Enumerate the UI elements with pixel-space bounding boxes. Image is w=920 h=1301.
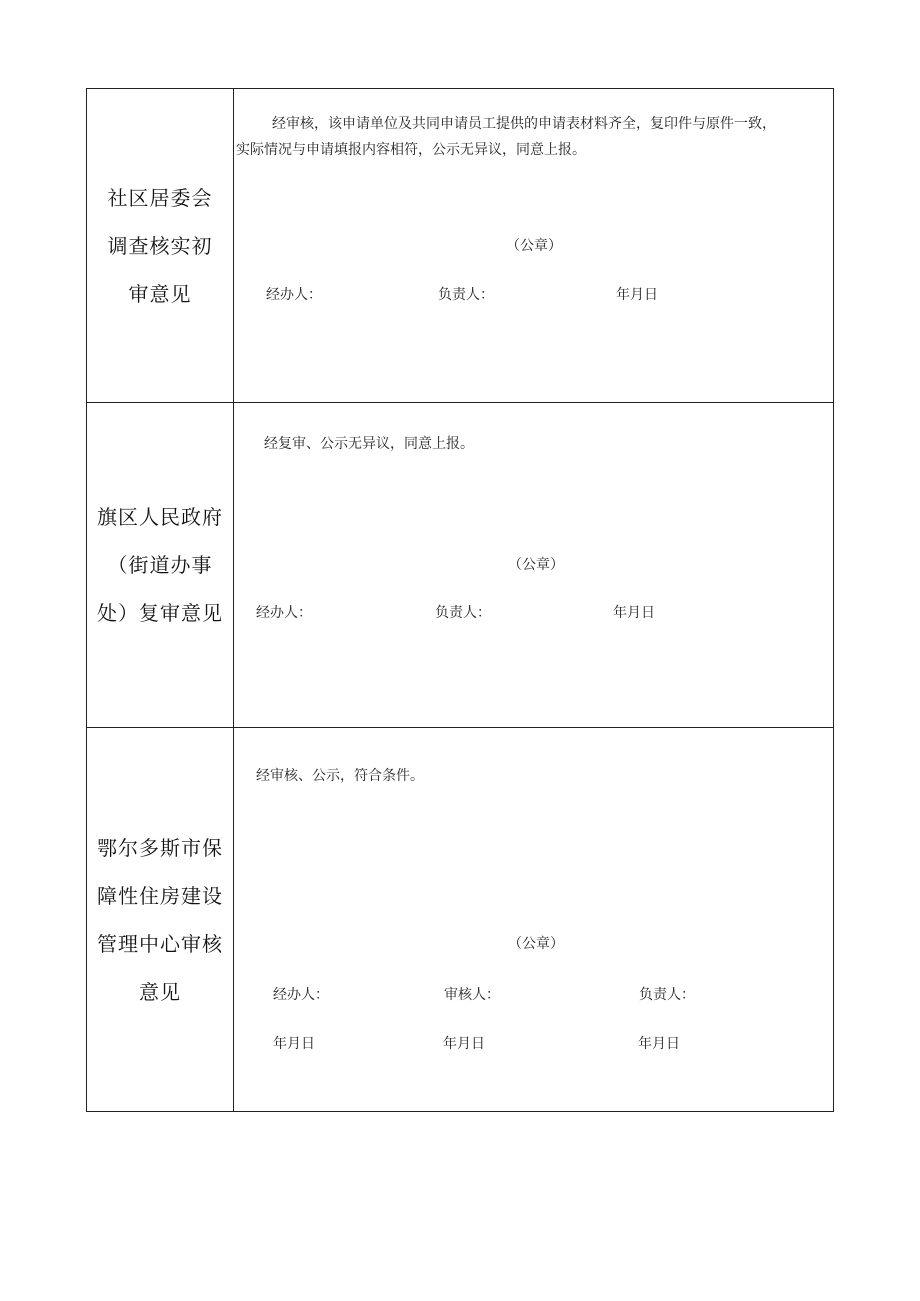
label-line: （街道办事 — [107, 553, 213, 577]
responsible-date-label: 年月日 — [638, 1036, 680, 1052]
handler-date-label: 年月日 — [273, 1036, 315, 1052]
handler-label: 经办人： — [256, 605, 312, 621]
community-review-row — [87, 89, 833, 403]
responsible-person-label: 负责人： — [438, 287, 494, 303]
handler-label: 经办人： — [266, 287, 322, 303]
date-label: 年月日 — [616, 287, 658, 303]
official-seal-text: （公章） — [508, 936, 564, 952]
reviewer-label: 审核人： — [444, 987, 500, 1003]
label-line: 审意见 — [128, 281, 192, 306]
district-review-row — [87, 403, 833, 728]
official-seal-text: （公章） — [506, 238, 562, 254]
center-review-content — [234, 728, 833, 1112]
community-review-label — [87, 89, 234, 402]
opinion-line: 实际情况与申请填报内容相符，公示无异议，同意上报。 — [236, 142, 586, 158]
center-review-row — [87, 728, 833, 1112]
label-line: 旗区人民政府 — [97, 505, 223, 529]
official-seal-text: （公章） — [508, 557, 564, 573]
community-review-content — [234, 89, 833, 402]
label-line: 社区居委会 — [107, 185, 213, 210]
label-line: 鄂尔多斯市保 — [97, 836, 223, 860]
label-line: 管理中心审核 — [97, 932, 223, 956]
label-line: 处）复审意见 — [97, 601, 223, 625]
approval-opinion-table — [86, 88, 834, 1112]
label-line: 调查核实初 — [107, 233, 213, 258]
opinion-text — [236, 111, 828, 163]
reviewer-date-label: 年月日 — [443, 1036, 485, 1052]
handler-label: 经办人： — [273, 987, 329, 1003]
date-label: 年月日 — [613, 605, 655, 621]
responsible-person-label: 负责人： — [639, 987, 695, 1003]
opinion-line: 经审核，该申请单位及共同申请员工提供的申请表材料齐全，复印件与原件一致， — [272, 116, 776, 132]
district-review-content — [234, 403, 833, 727]
opinion-text: 经复审、公示无异议，同意上报。 — [264, 436, 474, 452]
opinion-text: 经审核、公示，符合条件。 — [256, 768, 424, 784]
district-review-label — [87, 403, 234, 727]
responsible-person-label: 负责人： — [435, 605, 491, 621]
label-line: 意见 — [139, 980, 181, 1004]
center-review-label — [87, 728, 234, 1112]
label-line: 障性住房建设 — [97, 884, 223, 908]
